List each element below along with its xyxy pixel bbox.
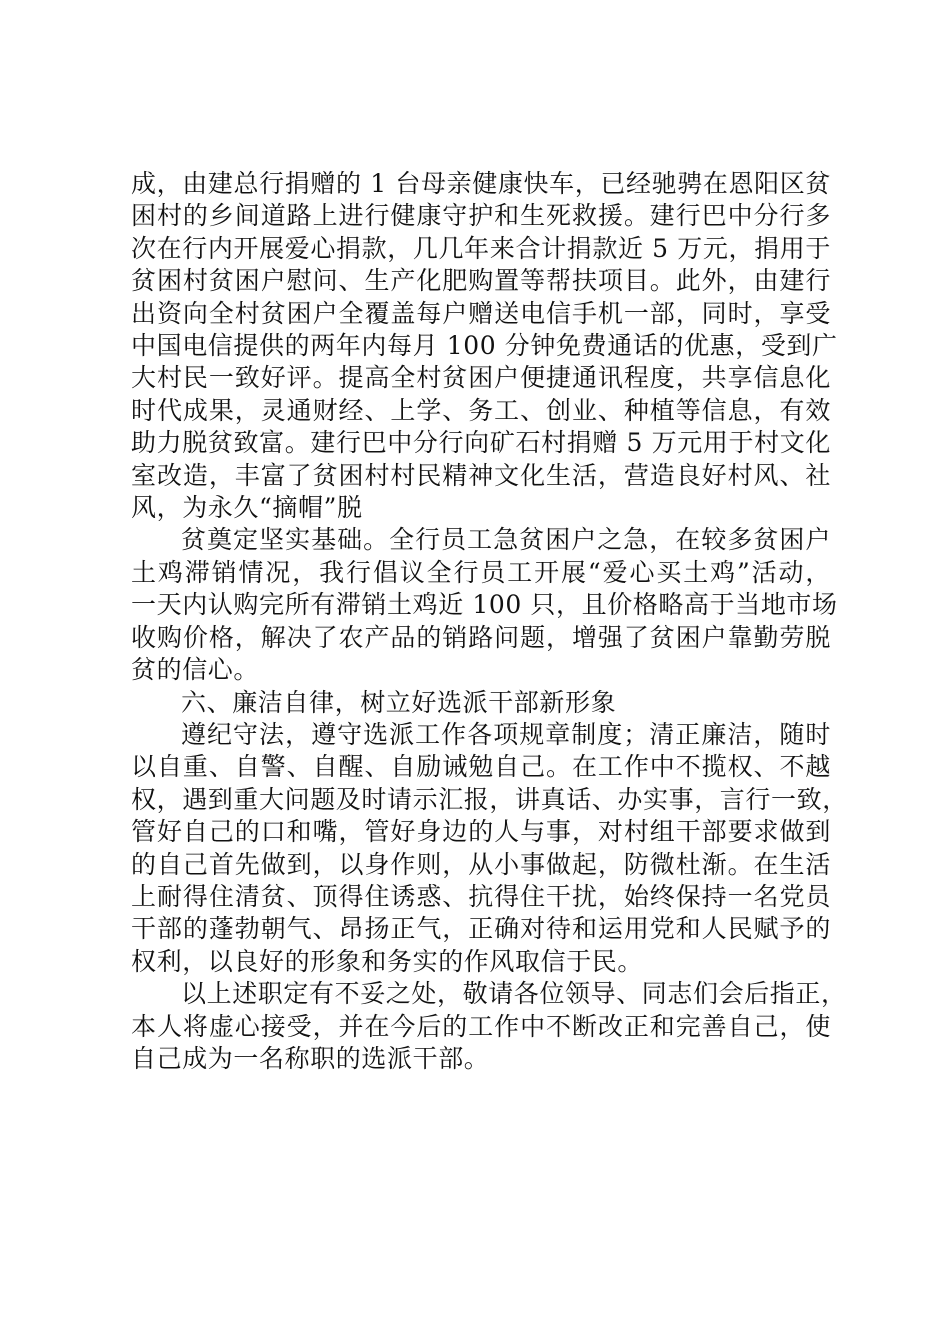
paragraph: [131, 719, 848, 978]
text-line: 以自重、自警、自醒、自励诫勉自己。在工作中不揽权、不越: [131, 752, 831, 782]
text-line: 贫奠定坚实基础。全行员工急贫困户之急，在较多贫困户: [181, 525, 831, 555]
text-line: 权利，以良好的形象和务实的作风取信于民。: [131, 946, 644, 976]
text-line: 风，为永久“摘帽”脱: [131, 493, 363, 523]
text-line: 成，由建总行捐赠的 1 台母亲健康快车，已经驰骋在恩阳区贫: [131, 169, 831, 198]
text-line: 贫的信心。: [131, 655, 260, 685]
text-line: 干部的蓬勃朝气、昂扬正气，正确对待和运用党和人民赋予的: [131, 914, 831, 944]
text-line: 收购价格，解决了农产品的销路问题，增强了贫困户靠勤劳脱: [131, 622, 831, 652]
text-line: 土鸡滞销情况，我行倡议全行员工开展“爱心买土鸡”活动，: [131, 557, 831, 587]
text-line: 室改造，丰富了贫困村村民精神文化生活，营造良好村风、社: [131, 460, 831, 490]
paragraph: [131, 978, 847, 1075]
paragraph: [131, 168, 838, 524]
text-line: 遵纪守法，遵守选派工作各项规章制度；清正廉洁，随时: [181, 719, 831, 749]
text-line: 时代成果，灵通财经、上学、务工、创业、种植等信息，有效: [131, 395, 831, 425]
text-line: 次在行内开展爱心捐款，几几年来合计捐款近 5 万元，捐用于: [131, 233, 831, 263]
text-line: 上耐得住清贫、顶得住诱惑、抗得住干扰，始终保持一名党员: [131, 881, 831, 911]
text-line: 困村的乡间道路上进行健康守护和生死救援。建行巴中分行多: [131, 201, 831, 231]
text-line: 六、廉洁自律，树立好选派干部新形象: [181, 687, 617, 717]
paragraph: [131, 524, 838, 686]
text-line: 大村民一致好评。提高全村贫困户便捷通讯程度，共享信息化: [131, 363, 831, 393]
text-line: 助力脱贫致富。建行巴中分行向矿石村捐赠 5 万元用于村文化: [131, 428, 831, 458]
text-line: 以上述职定有不妥之处，敬请各位领导、同志们会后指正，: [181, 979, 847, 1009]
text-line: 的自己首先做到，以身作则，从小事做起，防微杜渐。在生活: [131, 849, 831, 879]
paragraph: [131, 687, 831, 719]
text-line: 出资向全村贫困户全覆盖每户赠送电信手机一部，同时，享受: [131, 298, 831, 328]
text-line: 贫困村贫困户慰问、生产化肥购置等帮扶项目。此外，由建行: [131, 266, 831, 296]
text-line: 管好自己的口和嘴，管好身边的人与事，对村组干部要求做到: [131, 817, 831, 847]
text-line: 自己成为一名称职的选派干部。: [131, 1043, 490, 1073]
text-line: 本人将虚心接受，并在今后的工作中不断改正和完善自己，使: [131, 1011, 831, 1041]
document-body: [131, 168, 848, 1075]
text-line: 一天内认购完所有滞销土鸡近 100 只，且价格略高于当地市场: [131, 590, 838, 620]
text-line: 权，遇到重大问题及时请示汇报，讲真话、办实事，言行一致，: [131, 784, 848, 814]
text-line: 中国电信提供的两年内每月 100 分钟免费通话的优惠，受到广: [131, 331, 838, 361]
